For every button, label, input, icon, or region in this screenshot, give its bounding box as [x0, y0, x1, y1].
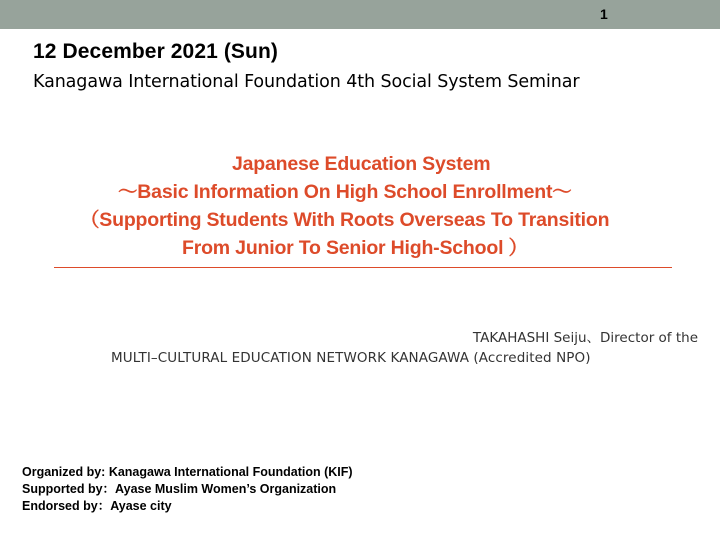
title-line-4: From Junior To Senior High-School ）: [182, 237, 528, 259]
title-divider: [54, 267, 672, 268]
organized-by: Organized by: Kanagawa International Foundation (KIF): [22, 465, 353, 479]
presenter-organization: MULTI–CULTURAL EDUCATION NETWORK KANAGAWA (Accredited NPO): [111, 350, 591, 366]
page-number: 1: [600, 6, 608, 22]
seminar-date: 12 December 2021 (Sun): [33, 40, 278, 63]
endorsed-by: Endorsed by：Ayase city: [22, 499, 172, 513]
seminar-name: Kanagawa International Foundation 4th Social System Seminar: [33, 72, 580, 92]
presenter-name: TAKAHASHI Seiju、Director of the: [472, 330, 698, 346]
supported-by: Supported by：Ayase Muslim Women’s Organization: [22, 482, 337, 496]
title-line-3: （Supporting Students With Roots Overseas To Transition: [80, 209, 610, 231]
title-line-1: Japanese Education System: [232, 153, 491, 175]
title-line-2: ～Basic Information On High School Enrollment～: [118, 181, 572, 203]
event-credits: [22, 464, 353, 515]
